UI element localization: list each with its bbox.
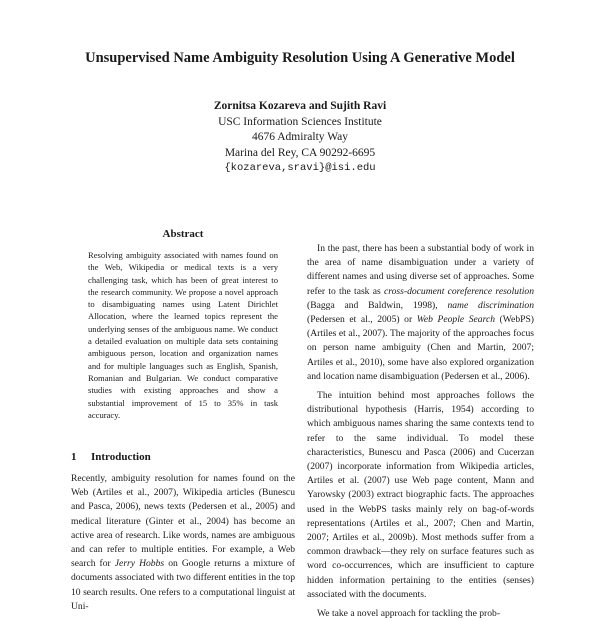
right-paragraph-2: The intuition behind most approaches follows the distributional hypothesis (Harris, 1954) according to which ambiguous names sharing the same contexts tend to refer to the same individual. To model these characteristics, Bunescu and Pasca (2006) and Cucerzan (2007) incorporate information from Wikipedia articles, Artiles et al. (2007) use Web page content, Mann and Yarowsky (2003) extract biographic facts. The approaches used in the WebPS tasks mainly rely on bag-of-words representations (Artiles et al., 2007; Chen and Martin, 2007; Artiles et al., 2009b). Most methods suffer from a common drawback—they rely on surface features such as word co-occurrences, which are insufficient to capture hidden information pertaining to the entities (senses) associated with the documents. <box>307 390 534 600</box>
right-column <box>307 242 534 621</box>
paper-title: Unsupervised Name Ambiguity Resolution Using A Generative Model <box>85 50 515 66</box>
author-names: Zornitsa Kozareva and Sujith Ravi <box>213 100 387 112</box>
author-block <box>0 99 600 177</box>
intro-emphasis: Jerry Hobbs <box>114 558 165 570</box>
affiliation: USC Information Sciences Institute <box>218 115 382 128</box>
section-number: 1 <box>71 451 77 463</box>
author-email: {kozareva,sravi}@isi.edu <box>224 162 376 174</box>
intro-paragraph: Recently, ambiguity resolution for names found on the Web (Artiles et al., 2007), Wikipedia articles (Bunescu and Pasca, 2006), news texts (Pedersen et al., 2005) and medical literature (Ginter et al., 2004) has become an active area of research. Like words, names are ambiguous and can refer to multiple entities. For example, a Web search for Jerry Hobbs on Google returns a mixture of documents associated with two different entities in the top 10 search results. One refers to a computational linguist at Uni- <box>71 473 295 612</box>
right-paragraph-3: We take a novel approach for tackling the prob- <box>317 608 501 620</box>
section-title: Introduction <box>91 451 151 463</box>
address-line-2: Marina del Rey, CA 90292-6695 <box>224 146 376 159</box>
abstract-heading: Abstract <box>162 228 204 240</box>
right-paragraph-1: In the past, there has been a substantial body of work in the area of name disambiguation under a variety of different names and using diverse set of approaches. Some refer to the task as cross-document coreference resolution (Bagga and Baldwin, 1998), name discrimination (Pedersen et al., 2005) or Web People Search (WebPS) (Artiles et al., 2007). The majority of the approaches focus on person name ambiguity (Chen and Martin, 2007; Artiles et al., 2010), some have also explored organization and location name disambiguation (Pedersen et al., 2006). <box>307 243 534 382</box>
abstract-text: Resolving ambiguity associated with names found on the Web, Wikipedia or medical texts is a very challenging task, which has been of great interest to the research community. We propose a novel approach to disambiguating names using Latent Dirichlet Allocation, where the learned topics represent the underlying senses of the ambiguous name. We conduct a detailed evaluation on multiple data sets containing ambiguous person, location and organization names and for multiple languages such as English, Spanish, Romanian and Bulgarian. We conduct comparative studies with existing approaches and show a substantial improvement of 15 to 35% in task accuracy. <box>88 250 278 420</box>
section-heading <box>71 451 151 463</box>
address-line-1: 4676 Admiralty Way <box>252 131 348 143</box>
